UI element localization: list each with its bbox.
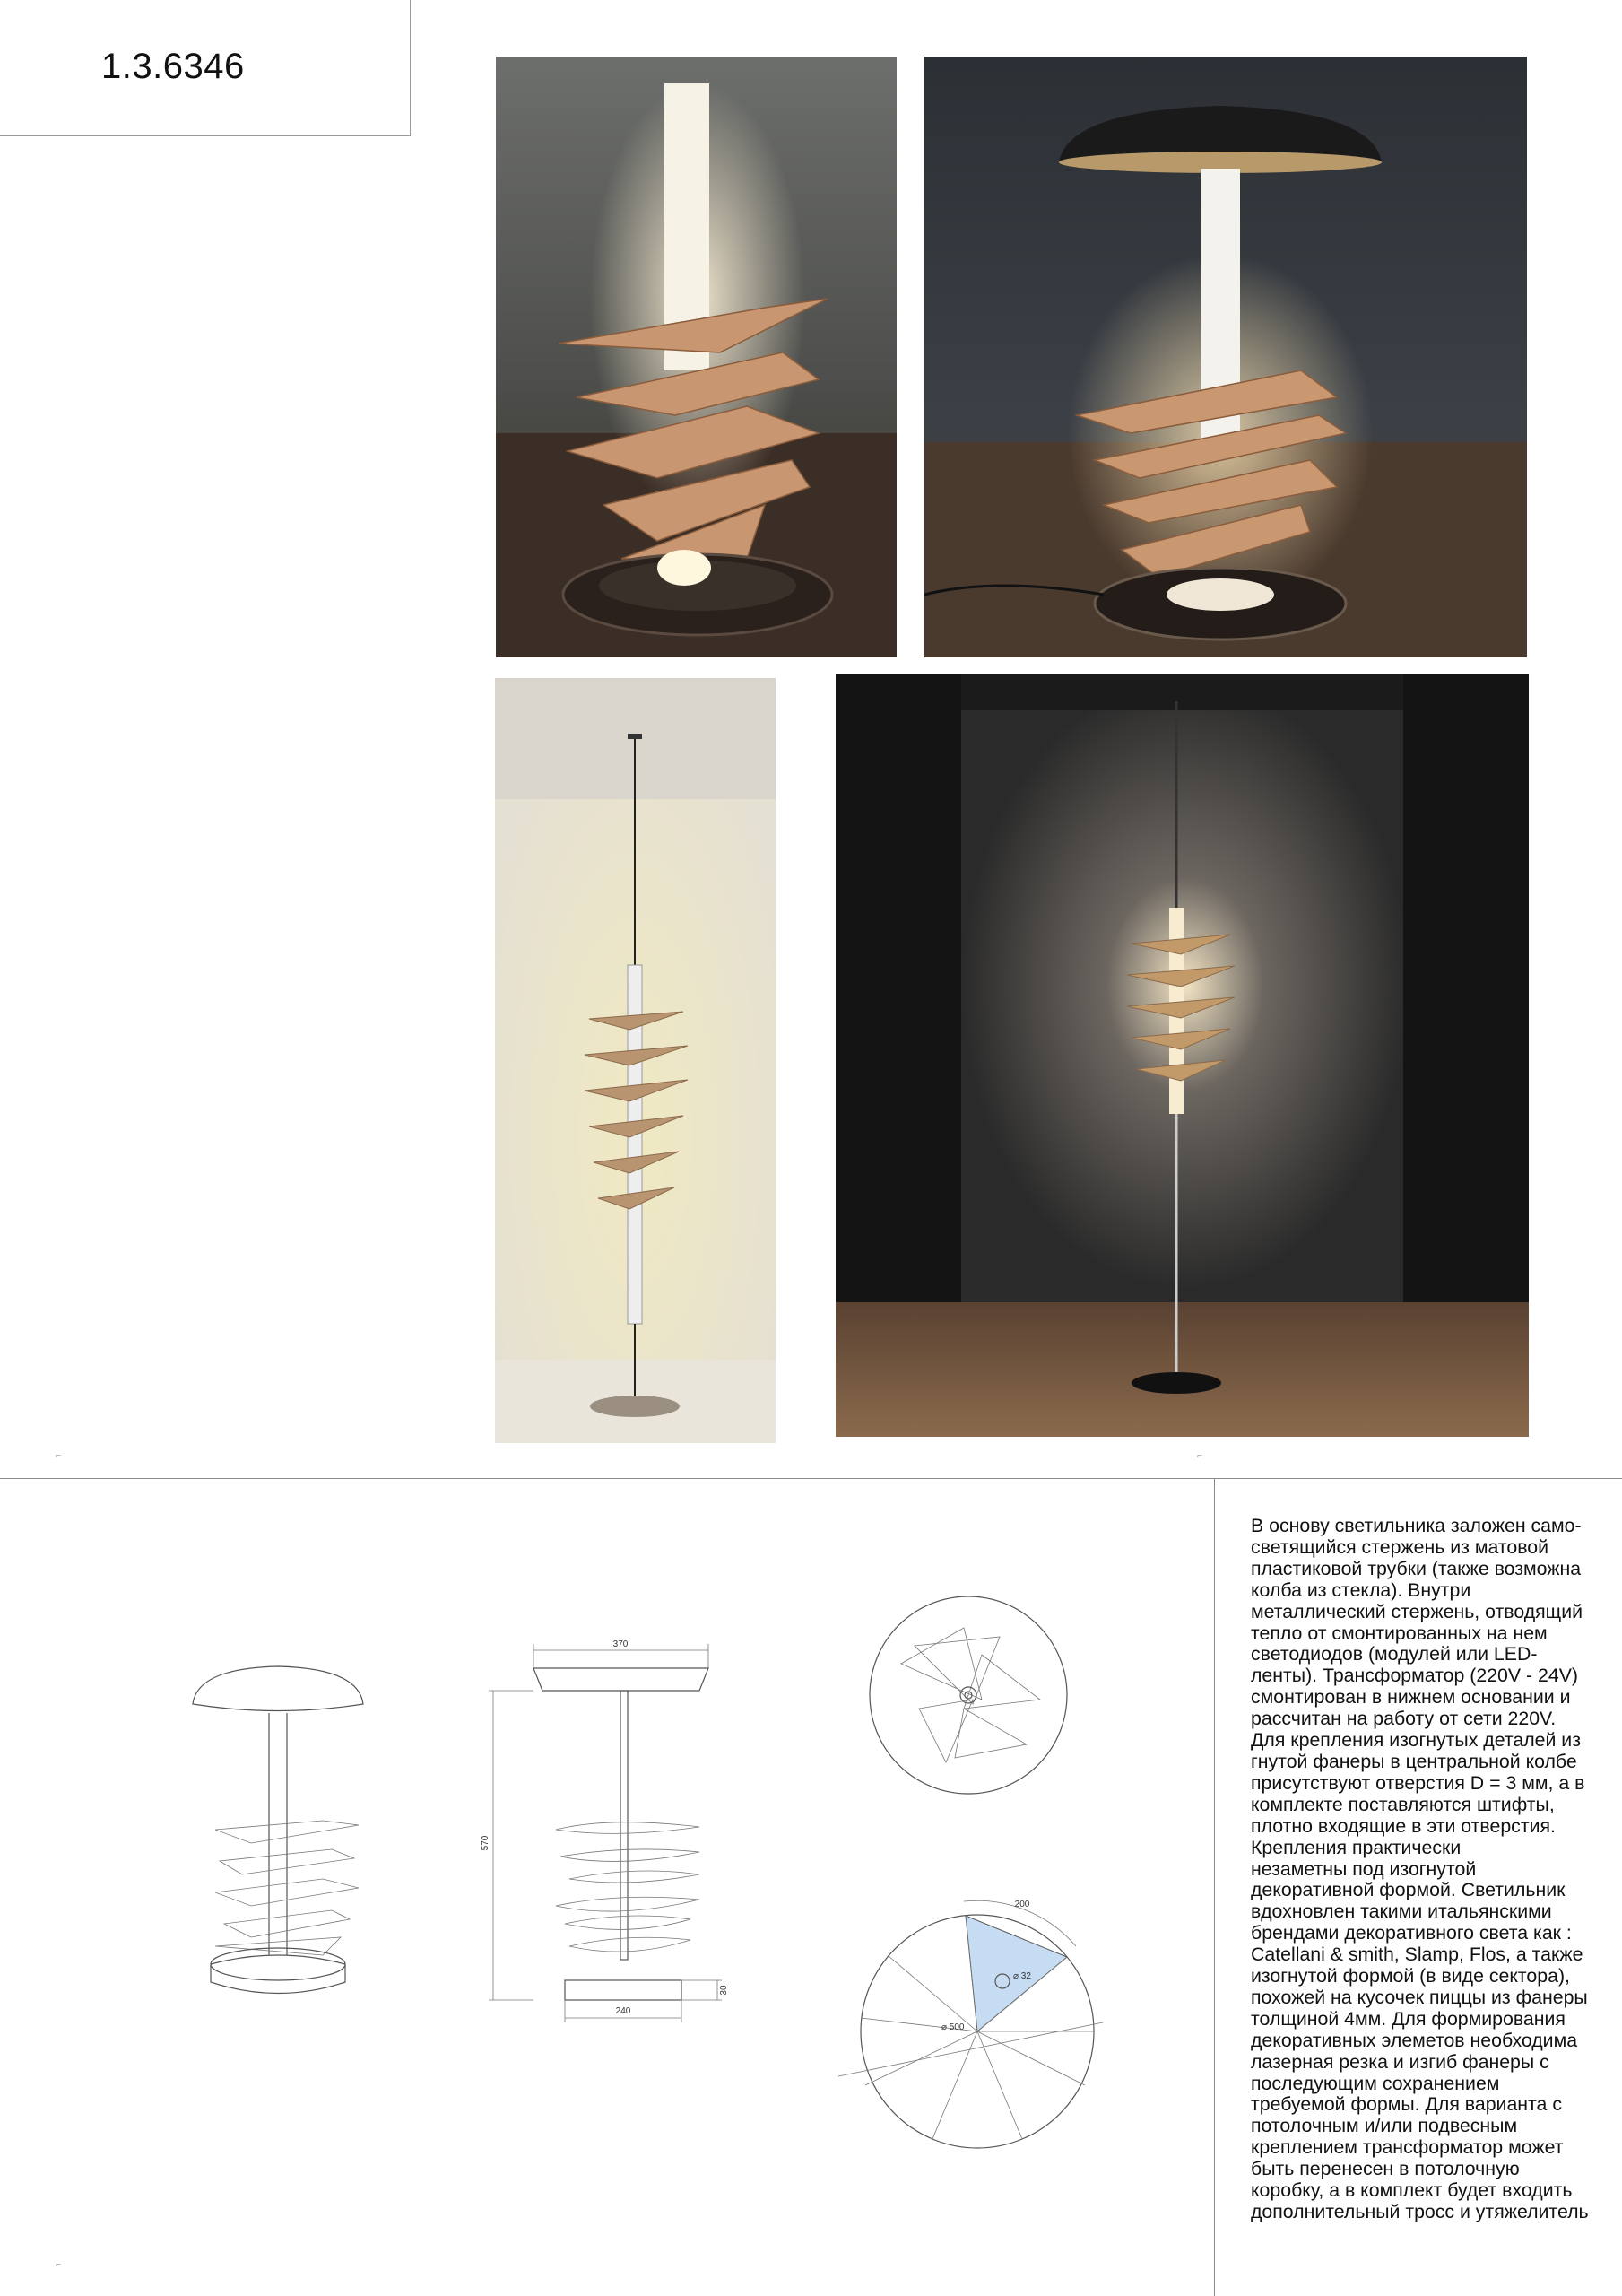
crop-mark: ⌐ (1197, 1451, 1202, 1461)
dim-hole-diameter: ⌀ 32 (1013, 1971, 1031, 1981)
dim-top-width: 370 (612, 1639, 629, 1649)
dim-base-width: 240 (615, 2006, 631, 2016)
dim-sector-angle: 200 (1014, 1900, 1030, 1909)
sheet-id: 1.3.6346 (101, 47, 245, 86)
crop-mark: ⌐ (56, 1451, 61, 1461)
dim-height: 570 (481, 1835, 490, 1851)
photo-pendant-lamp-light-room (495, 678, 776, 1443)
front-view-drawing (481, 1637, 744, 2031)
lamp-photo-icon (496, 57, 897, 657)
photo-floor-lamp-dark-shade (924, 57, 1527, 657)
photo-floor-lamp-glowing-column (496, 57, 897, 657)
dim-disc-diameter: ⌀ 500 (941, 2022, 965, 2032)
top-view-drawing (865, 1592, 1071, 1798)
perspective-drawing (188, 1659, 368, 2018)
lamp-photo-icon (924, 57, 1527, 657)
product-description: В основу светильника заложен само- светящийся стержень из матовой пластиковой трубки (также возможна колба из стекла). Внутри металлический стержень, отводящий тепло от смонтированных на нем светодиодов (модулей или LED- ленты). Трансформатор (220V - 24V) смонтирован в нижнем основании и рассчитан на работу от сети 220V. Для крепления изогнутых деталей из гнутой фанеры в центральной колбе присутствуют отверстия D = 3 мм, а в комплекте поставляются штифты, плотно входящие в эти отверстия. Крепления практически незаметны под изогнутой декоративной формой. Светильник вдохновлен такими итальянскими брендами декоративного света как : Catellani & smith, Slamp, Flos, а также изогнутой формой (в виде сектора), похожей на кусочек пиццы из фанеры толщиной 4мм. Для формирования декоративных элеметов необходима лазерная резка и изгиб фанеры с последующим сохранением требуемой формы. Для варианта с потолочным и/или подвесным креплением трансформатор может быть перенесен в потолочную коробку, а в комплект будет входить дополнительный тросс и утяжелитель (1251, 1515, 1589, 2222)
lamp-photo-icon (495, 678, 776, 1443)
crop-mark: ⌐ (56, 2260, 61, 2270)
lamp-photo-icon (836, 674, 1529, 1437)
sector-pattern-drawing (834, 1870, 1121, 2175)
dim-base-height: 30 (719, 1985, 729, 1996)
column-divider (1214, 1478, 1215, 2296)
section-divider (0, 1478, 1622, 1479)
photo-pendant-lamp-dark-room (836, 674, 1529, 1437)
